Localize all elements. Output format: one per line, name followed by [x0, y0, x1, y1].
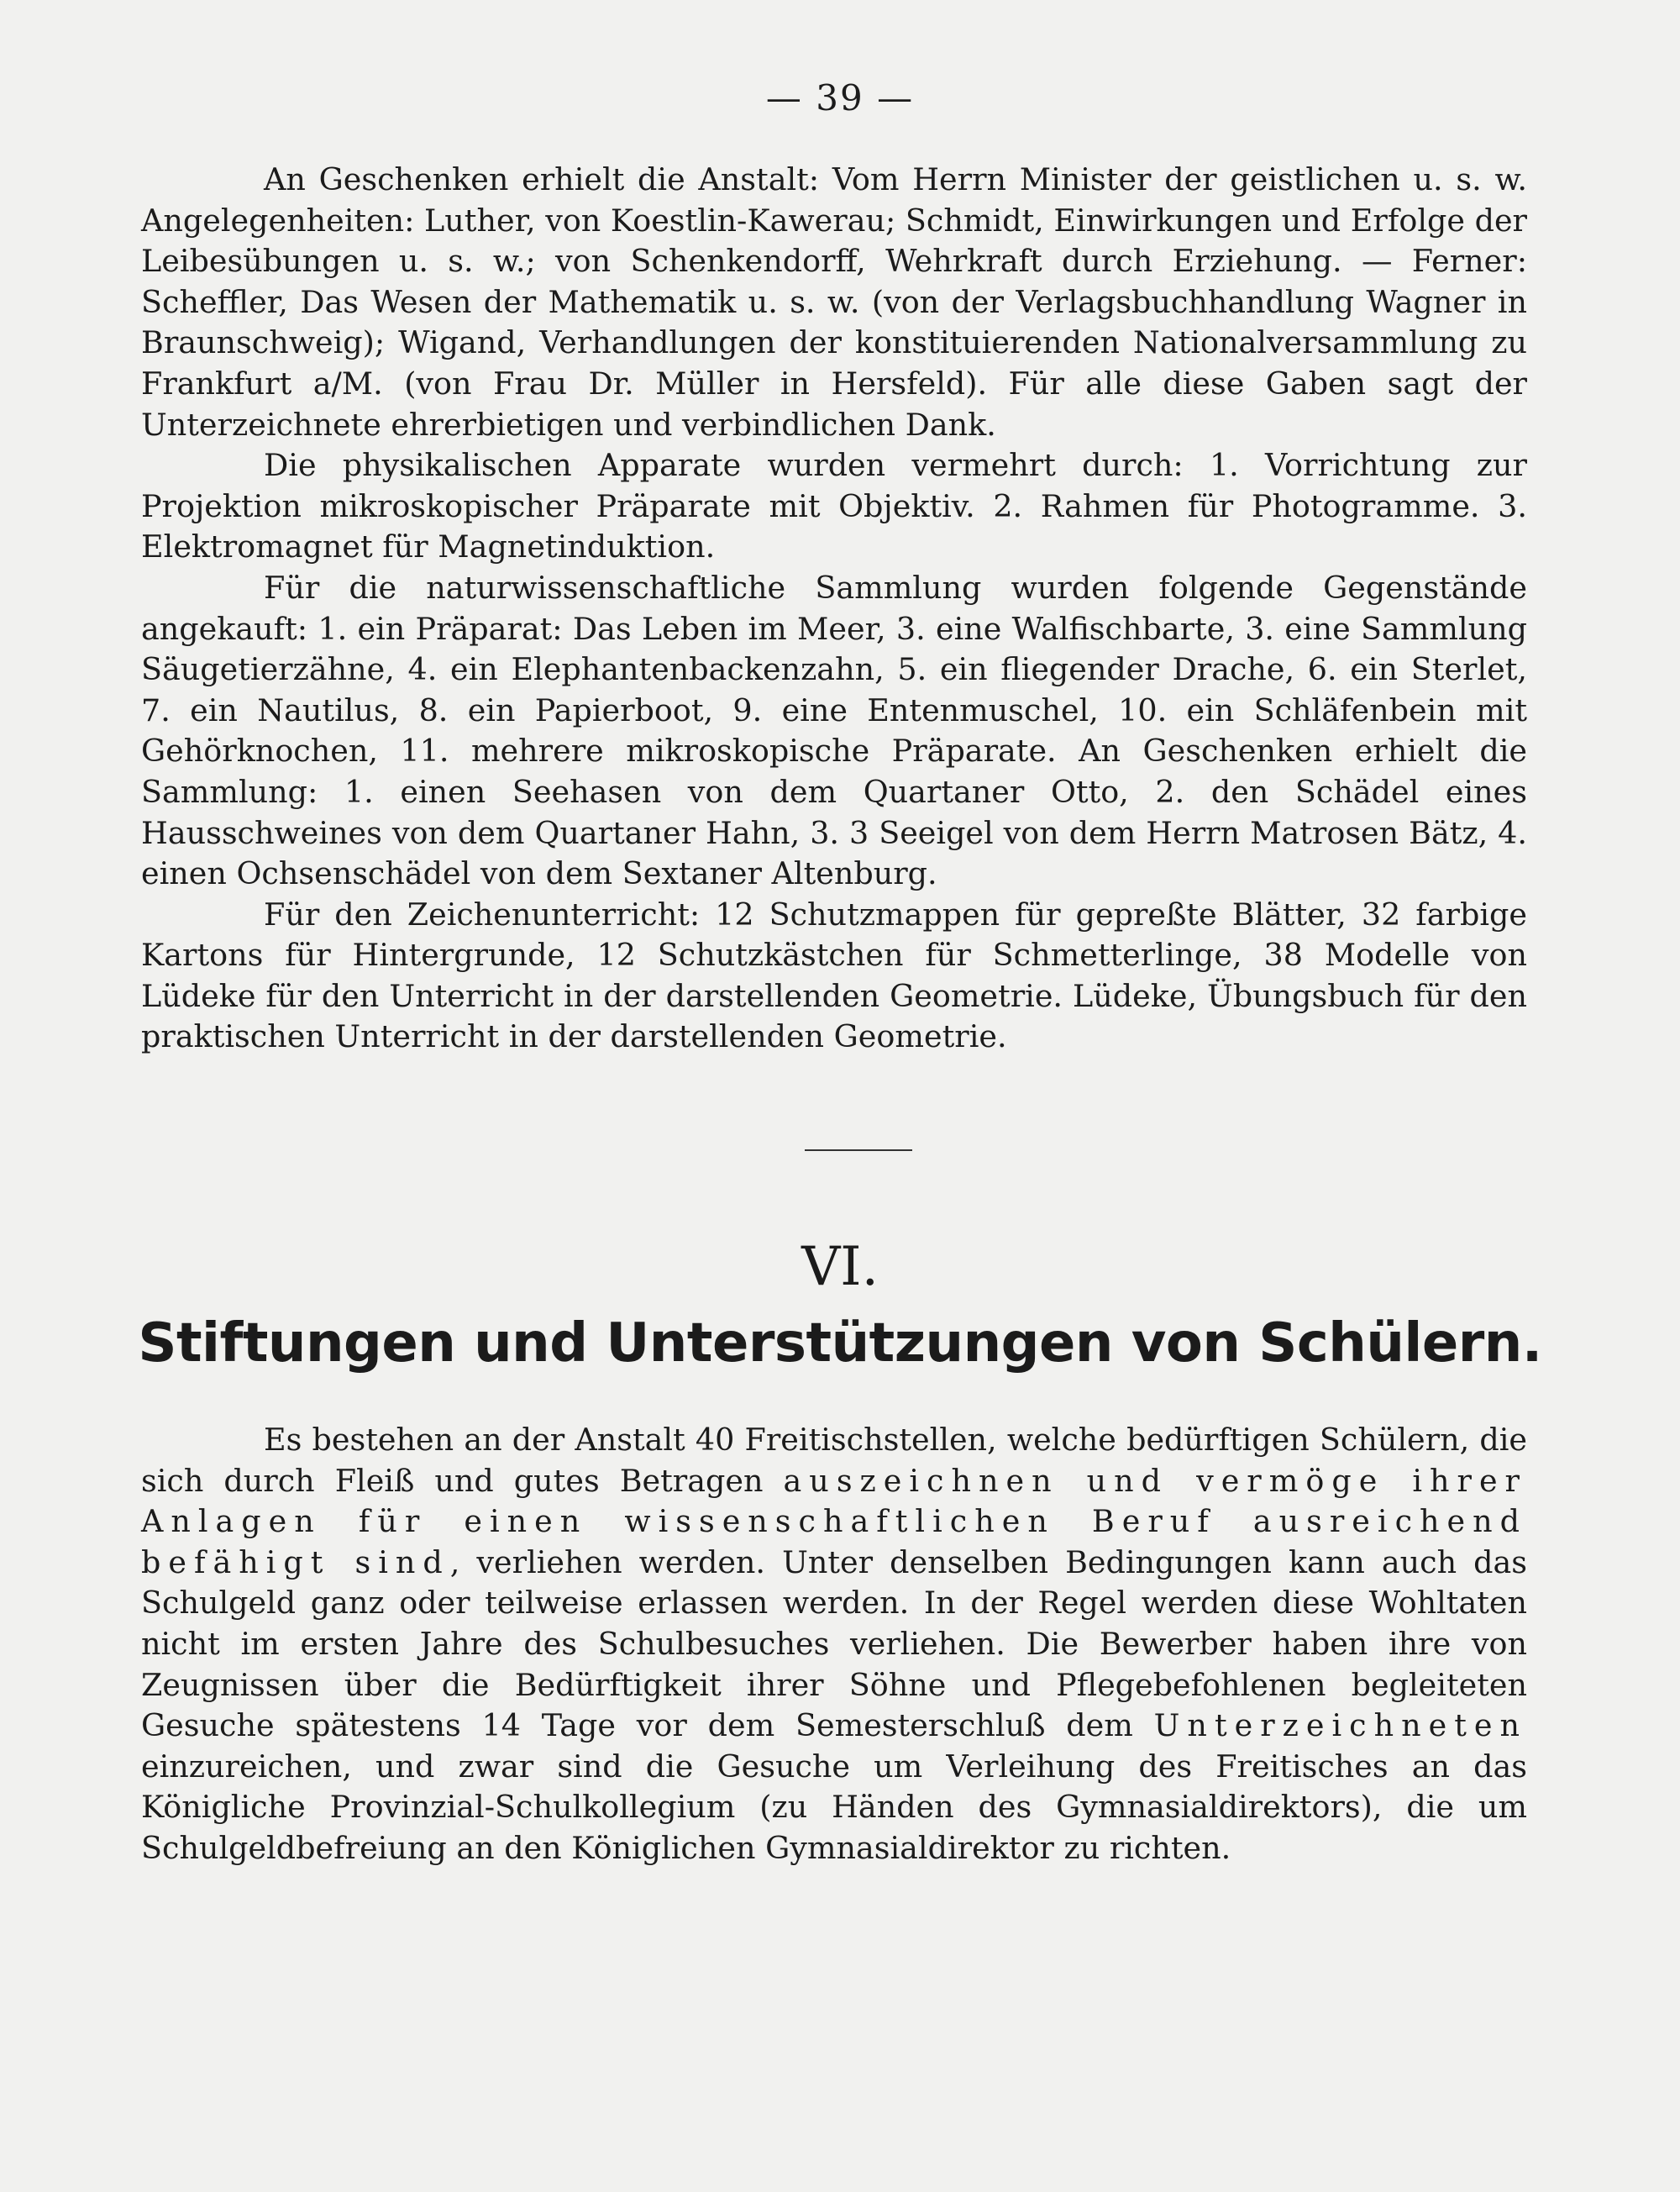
paragraph-free-tables — [141, 1420, 1527, 1869]
page-number: — 39 — — [765, 77, 915, 118]
paragraph-physics-apparatus: Die physikalischen Apparate wurden vermehrt durch: 1. Vorrichtung zur Projektion mikroskopischer Präparate mit Objektiv. 2. Rahmen für Photogramme. 3. Elektromagnet für Magnetinduktion. — [141, 447, 1527, 565]
section-gifts — [141, 160, 1527, 1058]
paragraph-drawing-class: Für den Zeichenunterricht: 12 Schutzmappen für gepreßte Blätter, 32 farbige Kartons für Hintergrunde, 12 Schutzkästchen für Schmetterlinge, 38 Modelle von Lüdeke für den Unterricht in der darstellenden Geometrie. Lüdeke, Übungsbuch für den praktischen Unterricht in der darstellenden Geometrie. — [141, 896, 1527, 1055]
text-run: einzureichen, und zwar sind die Gesuche um Verleihung des Freitisches an das Königliche Provinzial-Schulkollegium (zu Händen des Gymnasialdirektors), die um Schulgeldbefreiung an den Königlichen Gymnasialdirektor zu richten. — [141, 1748, 1527, 1866]
section-divider — [805, 1149, 912, 1151]
spaced-text: Unterzeichneten — [1153, 1707, 1527, 1744]
section-heading: Stiftungen und Unterstützungen von Schülern. — [138, 1312, 1542, 1375]
section-number: VI. — [801, 1236, 879, 1298]
spaced-text: auszeichnen und vermöge ihrer Anlagen für einen wissenschaftlichen Beruf ausreichend befähigt sind — [141, 1462, 1528, 1580]
paragraph-natural-science-collection: Für die naturwissenschaftliche Sammlung wurden folgende Gegenstände angekauft: 1. ein Präparat: Das Leben im Meer, 3. eine Walfischbarte, 3. eine Sammlung Säugetierzähne, 4. ein Elephantenbackenzahn, 5. ein fliegender Drache, 6. ein Sterlet, 7. ein Nautilus, 8. ein Papierboot, 9. eine Entenmuschel, 10. ein Schläfenbein mit Gehörknochen, 11. mehrere mikroskopische Präparate. An Geschenken erhielt die Sammlung: 1. einen Seehasen von dem Quartaner Otto, 2. den Schädel eines Hausschweines von dem Quartaner Hahn, 3. 3 Seeigel von dem Herrn Matrosen Bätz, 4. einen Ochsenschädel von dem Sextaner Altenburg. — [141, 569, 1527, 892]
text-run: , verliehen werden. Unter denselben Bedingungen kann auch das Schulgeld ganz oder teilweise erlassen werden. In der Regel werden diese Wohltaten nicht im ersten Jahre des Schulbesuches verliehen. Die Bewerber haben ihre von Zeugnissen über die Bedürftigkeit ihrer Söhne und Pflegebefohlenen begleiteten Gesuche spätestens 14 Tage vor dem Semesterschluß dem — [141, 1543, 1527, 1744]
section-foundations — [141, 1420, 1527, 1869]
paragraph-gifts: An Geschenken erhielt die Anstalt: Vom Herrn Minister der geistlichen u. s. w. Angelegenheiten: Luther, von Koestlin-Kawerau; Schmidt, Einwirkungen und Erfolge der Leibesübungen u. s. w.; von Schenkendorff, Wehrkraft durch Erziehung. — Ferner: Scheffler, Das Wesen der Mathematik u. s. w. (von der Verlagsbuchhandlung Wagner in Braunschweig); Wigand, Verhandlungen der konstituierenden Nationalversammlung zu Frankfurt a/M. (von Frau Dr. Müller in Hersfeld). Für alle diese Gaben sagt der Unterzeichnete ehrerbietigen und verbindlichen Dank. — [141, 161, 1527, 443]
text-run: Es bestehen an der Anstalt 40 Freitischstellen, welche bedürftigen Schülern, die sich durch Fleiß und gutes Betragen — [141, 1422, 1527, 1499]
